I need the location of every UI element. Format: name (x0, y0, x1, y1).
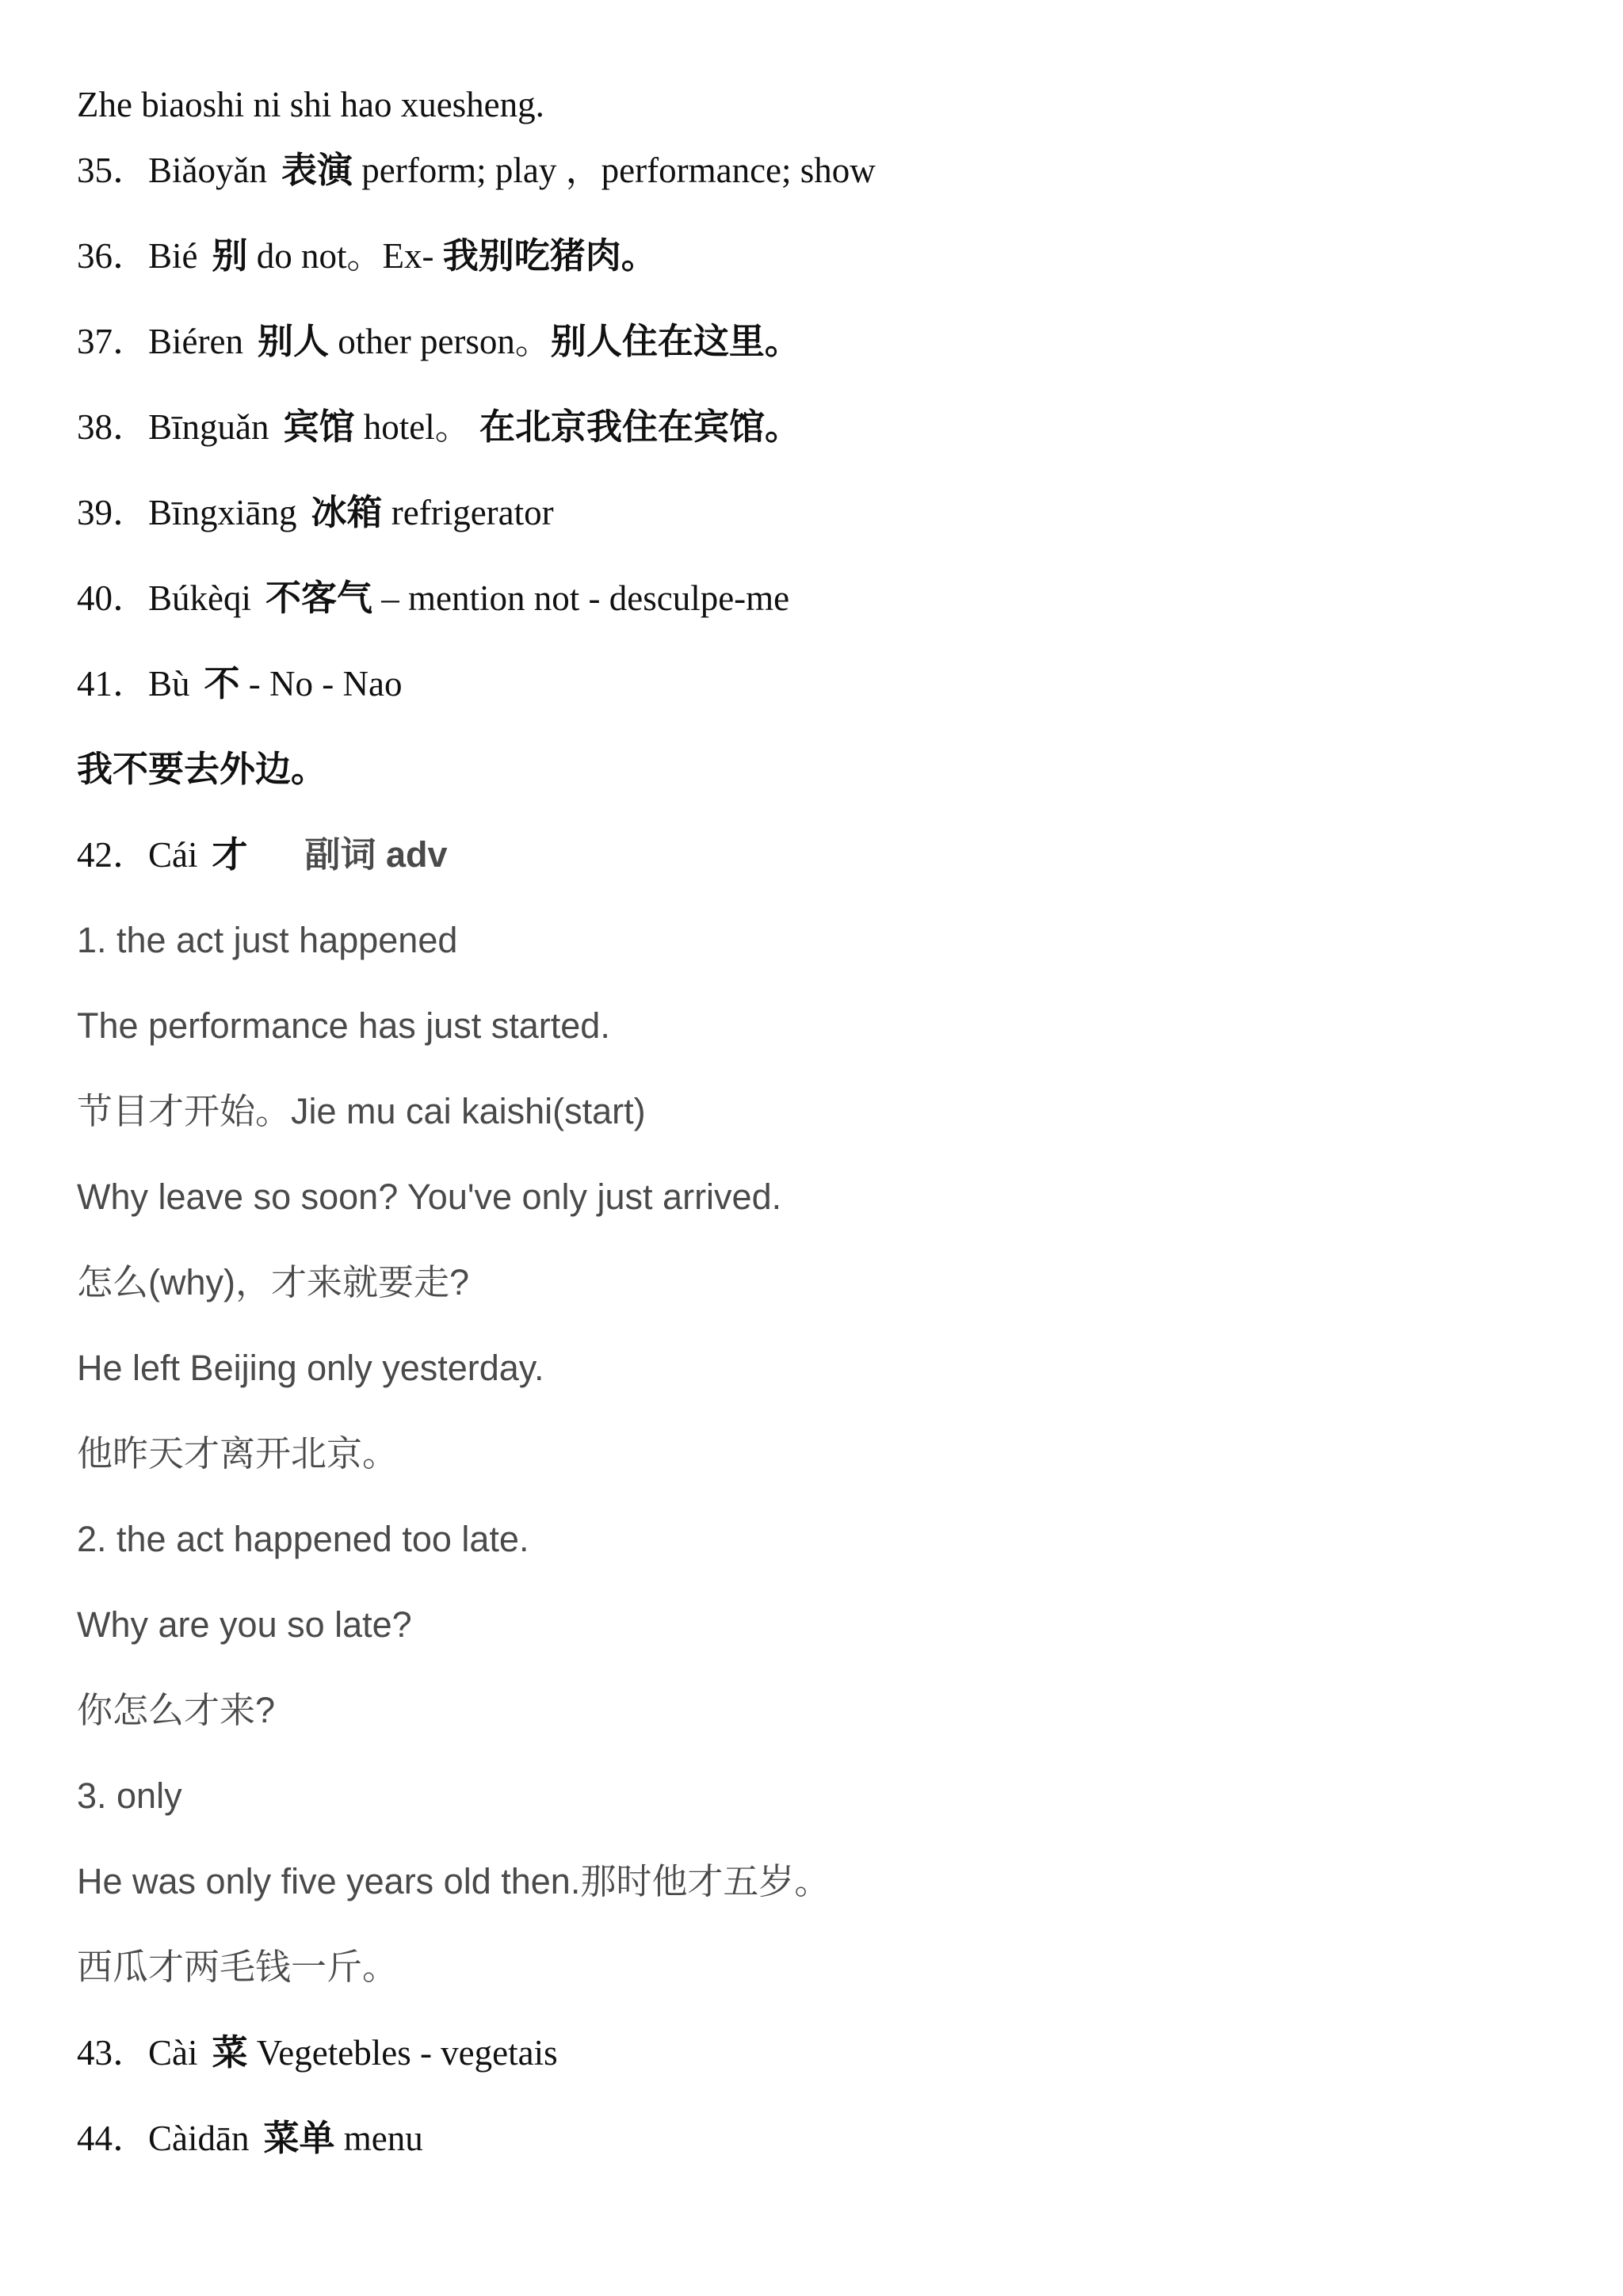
entry-number: 39． (77, 493, 149, 532)
entry-meaning: menu (343, 2119, 423, 2158)
vocab-entry-42 (77, 833, 448, 875)
entry-hanzi: 表演 (281, 149, 353, 191)
part-of-speech: 副词 adv (304, 834, 448, 875)
vocab-entry-35 (77, 149, 876, 191)
entry-meaning: hotel。 (363, 407, 471, 447)
example-sentence: 我不要去外边。 (77, 748, 327, 790)
vocab-entry-40 (77, 577, 790, 619)
entry-meaning: – mention not - desculpe-me (381, 578, 790, 618)
usage-heading-2: 2. the act happened too late. (77, 1519, 529, 1559)
entry-pinyin: Càidān (148, 2119, 250, 2158)
entry-number: 35． (77, 151, 149, 190)
usage-heading-3: 3. only (77, 1775, 182, 1816)
entry-meaning: perform; play ，performance; show (361, 151, 876, 190)
entry-number: 44． (77, 2119, 149, 2158)
entry-number: 36． (77, 236, 149, 276)
entry-number: 40． (77, 578, 149, 618)
usage-example-en: The performance has just started. (77, 1005, 610, 1046)
vocab-entry-43 (77, 2031, 558, 2073)
entry-example: 我别吃猪肉。 (442, 235, 657, 277)
entry-number: 42． (77, 835, 149, 875)
entry-pinyin: Búkèqi (148, 578, 252, 618)
vocab-entry-38 (77, 406, 801, 448)
vocab-entry-39 (77, 491, 554, 533)
usage-example-zh: 西瓜才两毛钱一斤。 (77, 1947, 399, 1987)
entry-pinyin: Biéren (148, 322, 243, 361)
usage-example-zh: 怎么(why)，才来就要走? (77, 1262, 470, 1302)
usage-heading-1: 1. the act just happened (77, 920, 458, 960)
entry-pinyin: Biǎoyǎn (148, 151, 267, 190)
vocab-entry-36 (77, 235, 657, 277)
usage-example-zh: 他昨天才离开北京。 (77, 1433, 399, 1474)
entry-example: 别人住在这里。 (550, 320, 800, 362)
entry-number: 37． (77, 322, 149, 361)
entry-pinyin: Bié (148, 236, 198, 276)
entry-meaning: do not。Ex- (256, 236, 434, 276)
vocab-entry-41 (77, 662, 403, 704)
entry-hanzi: 宾馆 (283, 406, 355, 448)
entry-hanzi: 别 (212, 235, 248, 277)
example-sentence-41 (77, 748, 327, 790)
entry-hanzi: 菜 (212, 2031, 248, 2073)
entry-hanzi: 才 (212, 833, 248, 875)
entry-hanzi: 不客气 (265, 577, 373, 619)
intro-line: Zhe biaoshi ni shi hao xuesheng. (77, 85, 544, 124)
entry-pinyin: Cài (148, 2033, 198, 2073)
entry-meaning: refrigerator (391, 493, 554, 532)
vocab-entry-44 (77, 2117, 423, 2159)
entry-meaning: Vegetebles - vegetais (256, 2033, 558, 2073)
usage-example-mixed: He was only five years old then.那时他才五岁。 (77, 1861, 831, 1901)
entry-pinyin: Bīnguǎn (148, 407, 269, 447)
entry-pinyin: Cái (148, 835, 198, 875)
usage-example-zh: 节目才开始。Jie mu cai kaishi(start) (77, 1091, 646, 1131)
usage-example-zh: 你怎么才来? (77, 1690, 276, 1730)
entry-meaning: other person。 (338, 322, 551, 361)
entry-example: 在北京我住在宾馆。 (479, 406, 801, 448)
usage-example-en: Why are you so late? (77, 1604, 412, 1645)
usage-example-en: He left Beijing only yesterday. (77, 1348, 544, 1388)
entry-number: 38． (77, 407, 149, 447)
vocab-entry-37 (77, 320, 800, 362)
entry-hanzi: 冰箱 (311, 491, 383, 533)
entry-hanzi: 别人 (257, 320, 329, 362)
entry-meaning: - No - Nao (248, 664, 403, 704)
entry-number: 41． (77, 664, 149, 704)
entry-pinyin: Bù (148, 664, 190, 704)
entry-pinyin: Bīngxiāng (148, 493, 297, 532)
usage-example-en: Why leave so soon? You've only just arrived. (77, 1177, 782, 1217)
entry-hanzi: 不 (204, 662, 240, 704)
entry-hanzi: 菜单 (263, 2117, 335, 2159)
entry-number: 43． (77, 2033, 149, 2073)
